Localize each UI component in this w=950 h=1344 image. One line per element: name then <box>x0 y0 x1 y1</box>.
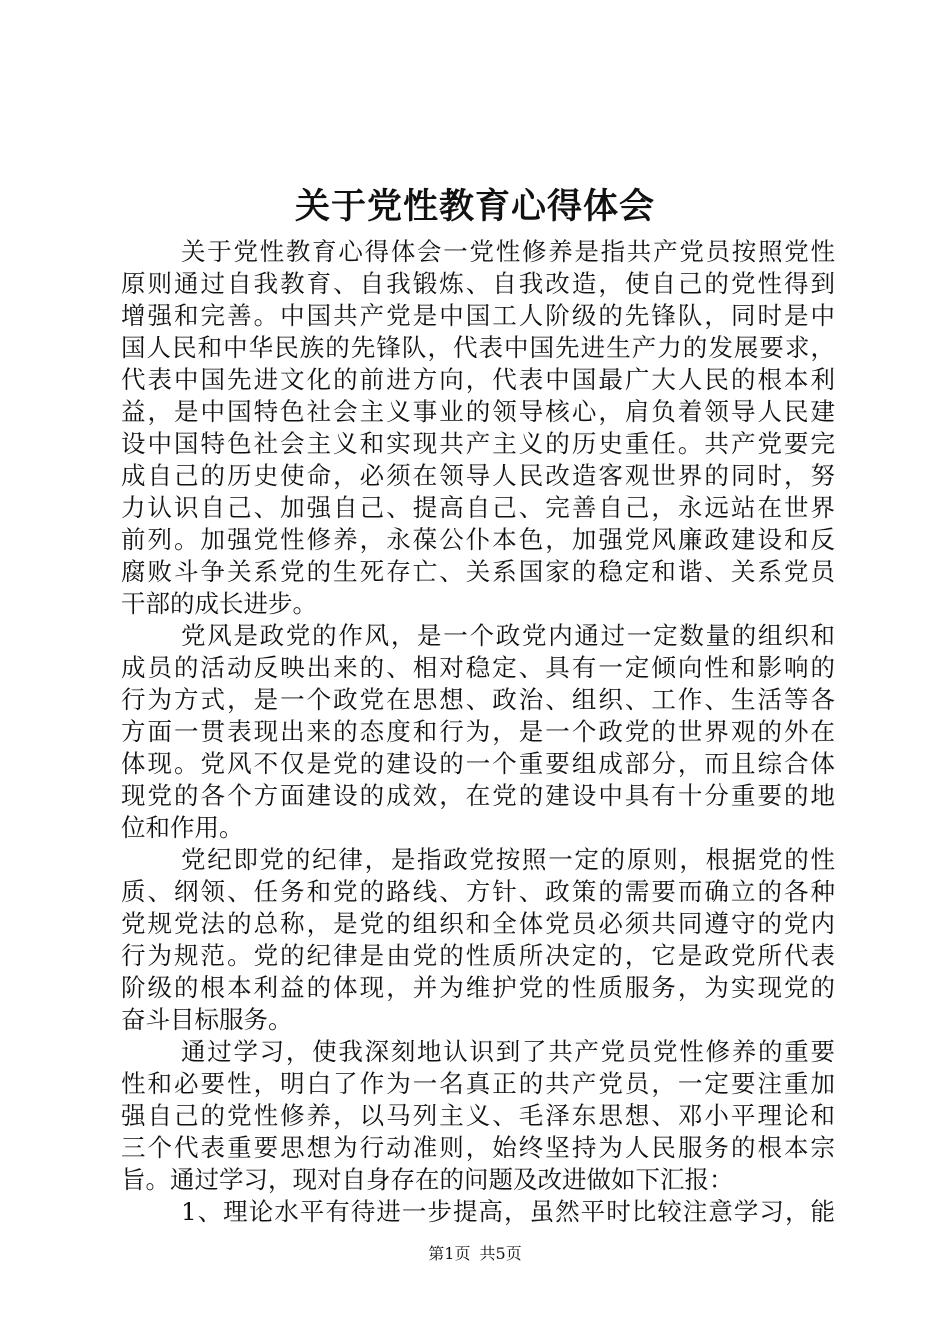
page-total: 共5页 <box>479 1244 522 1263</box>
text-line: 力认识自己、加强自己、提高自己、完善自己，永远站在世界 <box>121 493 835 522</box>
text-line: 行为规范。党的纪律是由党的性质所决定的，它是政党所代表 <box>121 941 835 970</box>
text-line: 旨。通过学习，现对自身存在的问题及改进做如下汇报： <box>121 1165 734 1194</box>
text-line: 奋斗目标服务。 <box>121 1005 293 1034</box>
page-footer <box>0 1243 950 1265</box>
text-line: 党规党法的总称，是党的组织和全体党员必须共同遵守的党内 <box>121 909 835 938</box>
text-line: 原则通过自我教育、自我锻炼、自我改造，使自己的党性得到 <box>121 269 835 298</box>
text-line: 国人民和中华民族的先锋队，代表中国先进生产力的发展要求， <box>121 333 835 362</box>
text-line: 三个代表重要思想为行动准则，始终坚持为人民服务的根本宗 <box>121 1133 835 1162</box>
text-line: 腐败斗争关系党的生死存亡、关系国家的稳定和谐、关系党员 <box>121 557 835 586</box>
text-line: 党风是政党的作风，是一个政党内通过一定数量的组织和 <box>181 621 835 650</box>
text-line: 关于党性教育心得体会一党性修养是指共产党员按照党性 <box>181 237 835 266</box>
text-line: 成自己的历史使命，必须在领导人民改造客观世界的同时，努 <box>121 461 835 490</box>
document-body <box>121 236 835 1228</box>
text-line: 成员的活动反映出来的、相对稳定、具有一定倾向性和影响的 <box>121 653 835 682</box>
text-line: 增强和完善。中国共产党是中国工人阶级的先锋队，同时是中 <box>121 301 835 330</box>
page-number: 第1页 <box>428 1244 471 1263</box>
text-line: 性和必要性，明白了作为一名真正的共产党员，一定要注重加 <box>121 1069 835 1098</box>
text-line: 前列。加强党性修养，永葆公仆本色，加强党风廉政建设和反 <box>121 525 835 554</box>
text-line: 益，是中国特色社会主义事业的领导核心，肩负着领导人民建 <box>121 397 835 426</box>
document-title: 关于党性教育心得体会 <box>294 187 655 227</box>
text-line: 方面一贯表现出来的态度和行为，是一个政党的世界观的外在 <box>121 717 835 746</box>
text-line: 位和作用。 <box>121 813 244 842</box>
text-line: 强自己的党性修养，以马列主义、毛泽东思想、邓小平理论和 <box>121 1101 835 1130</box>
text-line: 质、纲领、任务和党的路线、方针、政策的需要而确立的各种 <box>121 877 835 906</box>
text-line: 行为方式，是一个政党在思想、政治、组织、工作、生活等各 <box>121 685 835 714</box>
text-line: 1、理论水平有待进一步提高，虽然平时比较注意学习，能 <box>181 1197 835 1226</box>
text-line: 体现。党风不仅是党的建设的一个重要组成部分，而且综合体 <box>121 749 835 778</box>
text-line: 现党的各个方面建设的成效，在党的建设中具有十分重要的地 <box>121 781 835 810</box>
text-line: 党纪即党的纪律，是指政党按照一定的原则，根据党的性 <box>181 845 835 874</box>
text-line: 干部的成长进步。 <box>121 589 317 618</box>
text-line: 阶级的根本利益的体现，并为维护党的性质服务，为实现党的 <box>121 973 835 1002</box>
text-line: 代表中国先进文化的前进方向，代表中国最广大人民的根本利 <box>121 365 835 394</box>
text-line: 设中国特色社会主义和实现共产主义的历史重任。共产党要完 <box>121 429 835 458</box>
text-line: 通过学习，使我深刻地认识到了共产党员党性修养的重要 <box>181 1037 835 1066</box>
